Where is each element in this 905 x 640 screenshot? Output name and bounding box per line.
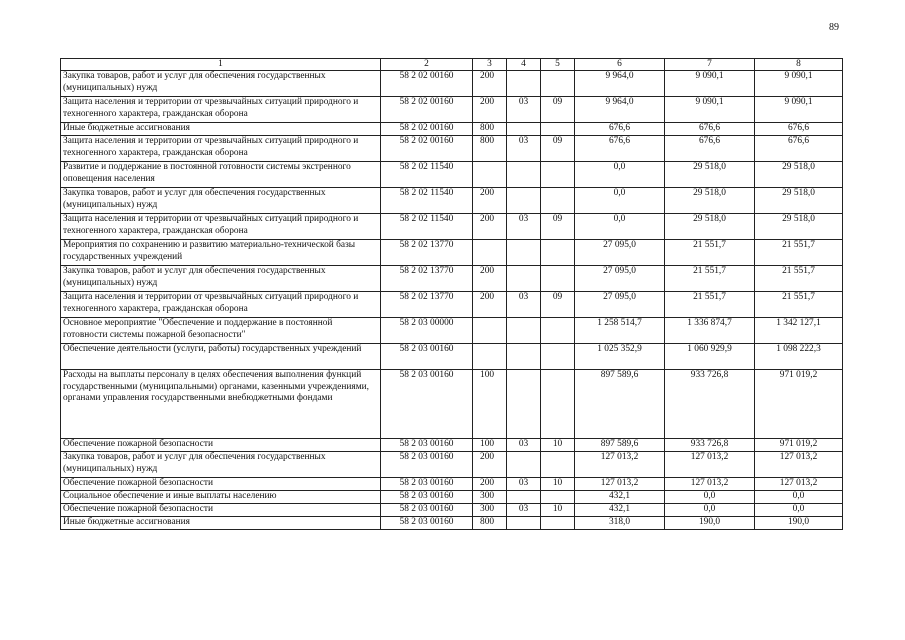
amount-year-1-cell: 676,6 <box>575 123 665 136</box>
section-cell <box>507 188 541 214</box>
amount-year-2-cell: 676,6 <box>665 136 755 162</box>
amount-year-3-cell: 190,0 <box>755 517 843 530</box>
expense-type-cell <box>473 318 507 344</box>
expense-type-cell: 200 <box>473 97 507 123</box>
expense-type-cell <box>473 240 507 266</box>
amount-year-1-cell: 0,0 <box>575 188 665 214</box>
amount-year-1-cell: 318,0 <box>575 517 665 530</box>
subsection-cell <box>541 240 575 266</box>
column-number-row <box>61 59 843 71</box>
amount-year-2-cell: 933 726,8 <box>665 439 755 452</box>
amount-year-1-cell: 127 013,2 <box>575 478 665 491</box>
section-cell: 03 <box>507 136 541 162</box>
expense-name-cell: Защита населения и территории от чрезвычайных ситуаций природного и техногенного характера, гражданская оборона <box>61 97 381 123</box>
amount-year-1-cell: 0,0 <box>575 162 665 188</box>
target-article-code-cell: 58 2 03 00160 <box>381 491 473 504</box>
subsection-cell: 09 <box>541 97 575 123</box>
target-article-code-cell: 58 2 02 11540 <box>381 214 473 240</box>
expense-type-cell: 200 <box>473 452 507 478</box>
amount-year-3-cell: 127 013,2 <box>755 478 843 491</box>
table-row <box>61 318 843 344</box>
target-article-code-cell: 58 2 03 00160 <box>381 517 473 530</box>
target-article-code-cell: 58 2 02 11540 <box>381 162 473 188</box>
target-article-code-cell: 58 2 02 13770 <box>381 266 473 292</box>
amount-year-3-cell: 676,6 <box>755 136 843 162</box>
amount-year-3-cell: 21 551,7 <box>755 240 843 266</box>
expense-name-cell: Закупка товаров, работ и услуг для обеспечения государственных (муниципальных) нужд <box>61 188 381 214</box>
column-number-1: 1 <box>61 59 381 71</box>
amount-year-3-cell: 1 098 222,3 <box>755 344 843 370</box>
budget-table <box>60 58 843 530</box>
subsection-cell <box>541 71 575 97</box>
target-article-code-cell: 58 2 02 00160 <box>381 136 473 162</box>
page-number: 89 <box>829 22 839 33</box>
table-row <box>61 240 843 266</box>
target-article-code-cell: 58 2 02 00160 <box>381 97 473 123</box>
amount-year-3-cell: 29 518,0 <box>755 214 843 240</box>
target-article-code-cell: 58 2 03 00000 <box>381 318 473 344</box>
amount-year-1-cell: 0,0 <box>575 214 665 240</box>
column-number-5: 5 <box>541 59 575 71</box>
expense-type-cell <box>473 162 507 188</box>
expense-type-cell: 300 <box>473 504 507 517</box>
amount-year-3-cell: 971 019,2 <box>755 370 843 439</box>
subsection-cell <box>541 452 575 478</box>
expense-type-cell: 800 <box>473 136 507 162</box>
expense-name-cell: Обеспечение пожарной безопасности <box>61 439 381 452</box>
section-cell: 03 <box>507 478 541 491</box>
expense-name-cell: Обеспечение деятельности (услуги, работы) государственных учреждений <box>61 344 381 370</box>
subsection-cell <box>541 491 575 504</box>
amount-year-3-cell: 29 518,0 <box>755 188 843 214</box>
table-row <box>61 439 843 452</box>
expense-name-cell: Защита населения и территории от чрезвычайных ситуаций природного и техногенного характера, гражданская оборона <box>61 292 381 318</box>
expense-name-cell: Закупка товаров, работ и услуг для обеспечения государственных (муниципальных) нужд <box>61 452 381 478</box>
column-number-6: 6 <box>575 59 665 71</box>
amount-year-3-cell: 21 551,7 <box>755 292 843 318</box>
expense-name-cell: Защита населения и территории от чрезвычайных ситуаций природного и техногенного характера, гражданская оборона <box>61 214 381 240</box>
target-article-code-cell: 58 2 02 11540 <box>381 188 473 214</box>
column-number-8: 8 <box>755 59 843 71</box>
table-row <box>61 504 843 517</box>
target-article-code-cell: 58 2 02 13770 <box>381 240 473 266</box>
expense-type-cell: 200 <box>473 292 507 318</box>
amount-year-1-cell: 676,6 <box>575 136 665 162</box>
subsection-cell <box>541 123 575 136</box>
amount-year-1-cell: 9 964,0 <box>575 97 665 123</box>
table-row <box>61 71 843 97</box>
amount-year-3-cell: 9 090,1 <box>755 71 843 97</box>
section-cell <box>507 344 541 370</box>
subsection-cell <box>541 162 575 188</box>
amount-year-2-cell: 9 090,1 <box>665 71 755 97</box>
table-row <box>61 123 843 136</box>
target-article-code-cell: 58 2 02 00160 <box>381 123 473 136</box>
amount-year-2-cell: 29 518,0 <box>665 162 755 188</box>
expense-name-cell: Защита населения и территории от чрезвычайных ситуаций природного и техногенного характера, гражданская оборона <box>61 136 381 162</box>
subsection-cell <box>541 318 575 344</box>
table-row <box>61 188 843 214</box>
target-article-code-cell: 58 2 03 00160 <box>381 478 473 491</box>
column-number-7: 7 <box>665 59 755 71</box>
expense-type-cell: 200 <box>473 266 507 292</box>
amount-year-2-cell: 127 013,2 <box>665 478 755 491</box>
table-row <box>61 517 843 530</box>
target-article-code-cell: 58 2 02 00160 <box>381 71 473 97</box>
expense-type-cell: 100 <box>473 439 507 452</box>
amount-year-2-cell: 21 551,7 <box>665 266 755 292</box>
column-number-4: 4 <box>507 59 541 71</box>
amount-year-3-cell: 1 342 127,1 <box>755 318 843 344</box>
amount-year-2-cell: 1 336 874,7 <box>665 318 755 344</box>
expense-name-cell: Обеспечение пожарной безопасности <box>61 478 381 491</box>
amount-year-3-cell: 971 019,2 <box>755 439 843 452</box>
amount-year-1-cell: 897 589,6 <box>575 439 665 452</box>
amount-year-2-cell: 29 518,0 <box>665 188 755 214</box>
amount-year-2-cell: 190,0 <box>665 517 755 530</box>
subsection-cell: 09 <box>541 214 575 240</box>
amount-year-1-cell: 432,1 <box>575 491 665 504</box>
expense-name-cell: Закупка товаров, работ и услуг для обеспечения государственных (муниципальных) нужд <box>61 266 381 292</box>
section-cell <box>507 491 541 504</box>
amount-year-1-cell: 1 258 514,7 <box>575 318 665 344</box>
amount-year-1-cell: 27 095,0 <box>575 240 665 266</box>
section-cell <box>507 370 541 439</box>
expense-type-cell: 200 <box>473 214 507 240</box>
amount-year-3-cell: 676,6 <box>755 123 843 136</box>
target-article-code-cell: 58 2 03 00160 <box>381 439 473 452</box>
section-cell <box>507 452 541 478</box>
amount-year-2-cell: 29 518,0 <box>665 214 755 240</box>
amount-year-2-cell: 127 013,2 <box>665 452 755 478</box>
section-cell <box>507 517 541 530</box>
expense-type-cell: 100 <box>473 370 507 439</box>
target-article-code-cell: 58 2 03 00160 <box>381 370 473 439</box>
amount-year-1-cell: 1 025 352,9 <box>575 344 665 370</box>
amount-year-2-cell: 21 551,7 <box>665 292 755 318</box>
amount-year-2-cell: 0,0 <box>665 504 755 517</box>
amount-year-2-cell: 933 726,8 <box>665 370 755 439</box>
subsection-cell: 10 <box>541 439 575 452</box>
amount-year-2-cell: 676,6 <box>665 123 755 136</box>
target-article-code-cell: 58 2 03 00160 <box>381 344 473 370</box>
amount-year-1-cell: 27 095,0 <box>575 292 665 318</box>
subsection-cell <box>541 266 575 292</box>
expense-name-cell: Развитие и поддержание в постоянной готовности системы экстренного оповещения населения <box>61 162 381 188</box>
table-row <box>61 214 843 240</box>
expense-name-cell: Расходы на выплаты персоналу в целях обеспечения выполнения функций государственными (муниципальными) органами, казенными учреждениями, органами управления государственными внебюджетными фондами <box>61 370 381 439</box>
amount-year-3-cell: 0,0 <box>755 491 843 504</box>
target-article-code-cell: 58 2 03 00160 <box>381 452 473 478</box>
subsection-cell: 10 <box>541 504 575 517</box>
amount-year-3-cell: 21 551,7 <box>755 266 843 292</box>
expense-type-cell: 200 <box>473 71 507 97</box>
expense-type-cell: 800 <box>473 123 507 136</box>
table-body <box>61 59 843 530</box>
section-cell: 03 <box>507 292 541 318</box>
table-row <box>61 162 843 188</box>
section-cell <box>507 71 541 97</box>
amount-year-3-cell: 29 518,0 <box>755 162 843 188</box>
table-row <box>61 97 843 123</box>
subsection-cell: 09 <box>541 136 575 162</box>
expense-name-cell: Социальное обеспечение и иные выплаты населению <box>61 491 381 504</box>
amount-year-1-cell: 27 095,0 <box>575 266 665 292</box>
subsection-cell <box>541 370 575 439</box>
expense-name-cell: Закупка товаров, работ и услуг для обеспечения государственных (муниципальных) нужд <box>61 71 381 97</box>
section-cell <box>507 123 541 136</box>
table-row <box>61 491 843 504</box>
amount-year-2-cell: 9 090,1 <box>665 97 755 123</box>
expense-name-cell: Иные бюджетные ассигнования <box>61 517 381 530</box>
amount-year-1-cell: 9 964,0 <box>575 71 665 97</box>
subsection-cell: 09 <box>541 292 575 318</box>
section-cell: 03 <box>507 214 541 240</box>
expense-name-cell: Иные бюджетные ассигнования <box>61 123 381 136</box>
subsection-cell <box>541 344 575 370</box>
expense-type-cell: 200 <box>473 188 507 214</box>
column-number-2: 2 <box>381 59 473 71</box>
table-row <box>61 136 843 162</box>
amount-year-2-cell: 1 060 929,9 <box>665 344 755 370</box>
table-row <box>61 344 843 370</box>
section-cell <box>507 240 541 266</box>
expense-type-cell <box>473 344 507 370</box>
section-cell: 03 <box>507 439 541 452</box>
expense-name-cell: Основное мероприятие "Обеспечение и поддержание в постоянной готовности системы пожарной безопасности" <box>61 318 381 344</box>
amount-year-1-cell: 127 013,2 <box>575 452 665 478</box>
section-cell <box>507 318 541 344</box>
subsection-cell: 10 <box>541 478 575 491</box>
amount-year-3-cell: 9 090,1 <box>755 97 843 123</box>
expense-type-cell: 800 <box>473 517 507 530</box>
amount-year-1-cell: 897 589,6 <box>575 370 665 439</box>
subsection-cell <box>541 188 575 214</box>
expense-name-cell: Мероприятия по сохранению и развитию материально-технической базы государственных учреждений <box>61 240 381 266</box>
table-row <box>61 266 843 292</box>
table-row <box>61 478 843 491</box>
table-row <box>61 292 843 318</box>
table-row <box>61 370 843 439</box>
table-row <box>61 452 843 478</box>
section-cell <box>507 162 541 188</box>
expense-name-cell: Обеспечение пожарной безопасности <box>61 504 381 517</box>
section-cell: 03 <box>507 97 541 123</box>
amount-year-2-cell: 21 551,7 <box>665 240 755 266</box>
amount-year-3-cell: 0,0 <box>755 504 843 517</box>
target-article-code-cell: 58 2 02 13770 <box>381 292 473 318</box>
target-article-code-cell: 58 2 03 00160 <box>381 504 473 517</box>
subsection-cell <box>541 517 575 530</box>
amount-year-1-cell: 432,1 <box>575 504 665 517</box>
amount-year-3-cell: 127 013,2 <box>755 452 843 478</box>
expense-type-cell: 300 <box>473 491 507 504</box>
column-number-3: 3 <box>473 59 507 71</box>
expense-type-cell: 200 <box>473 478 507 491</box>
section-cell <box>507 266 541 292</box>
section-cell: 03 <box>507 504 541 517</box>
amount-year-2-cell: 0,0 <box>665 491 755 504</box>
